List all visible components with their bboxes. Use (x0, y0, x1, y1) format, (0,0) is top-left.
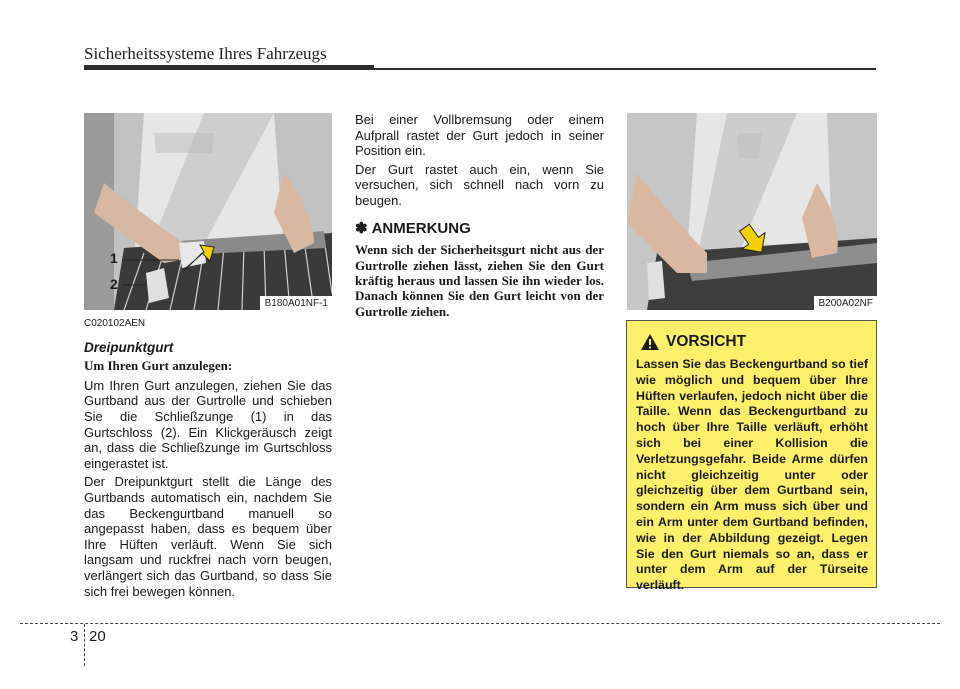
figure-belt-fastening (84, 113, 332, 310)
chapter-number: 3 (70, 628, 79, 645)
paragraph: Der Dreipunktgurt stellt die Länge des Gurtbands automatisch ein, nachdem Sie das Beckengurtband manuell so angepasst haben, dass es bequem über Ihre Hüften verläuft. Wenn Sie sich langsam und ruckfrei nach vorn beugen, verlängert sich das Gurtband, so dass Sie sich frei bewegen können. (84, 474, 332, 599)
caution-heading (640, 333, 868, 351)
belt-fastening-illustration (84, 113, 332, 310)
callout-2: 2 (110, 276, 118, 292)
figure-code-left: B180A01NF-1 (260, 296, 332, 310)
intro-line: Um Ihren Gurt anzulegen: (84, 358, 233, 374)
note-title: ANMERKUNG (371, 219, 471, 237)
belt-adjustment-illustration (627, 113, 877, 310)
section-subhead: Dreipunktgurt (84, 339, 174, 355)
left-text-column (84, 316, 332, 602)
caution-text: Lassen Sie das Beckengurtband so tief wie möglich und bequem über Ihre Hüften verlaufen, jedoch nicht über die Taille. Wenn das Beckengurtband zu hoch über Ihre Taille verläuft, erhöht sich bei einer Kollision die Verletzungsgefahr. Beide Arme dürfen nicht gleichzeitig unter oder gleichzeitig über dem Gurtband sein, sondern ein Arm muss sich über und ein Arm unter dem Gurtband befinden, wie in der Abbildung gezeigt. Legen Sie den Gurt niemals so an, dass er unter dem Arm auf der Türseite verläuft. (636, 357, 868, 593)
section-ref-code: C020102AEN (84, 318, 146, 329)
note-text: Wenn sich der Sicherheitsgurt nicht aus der Gurtrolle ziehen lässt, ziehen Sie den Gurt kräftig heraus und lassen Sie ihn wieder los. Danach können Sie den Gurt leicht von der Gurtrolle ziehen. (355, 242, 604, 319)
page-header-title: Sicherheitssysteme Ihres Fahrzeugs (84, 44, 327, 63)
note-heading (355, 221, 604, 237)
header-rule-thick (84, 65, 374, 70)
figure-code-right: B200A02NF (814, 296, 877, 310)
header-rule-thin (374, 68, 876, 70)
footer-divider (20, 623, 940, 624)
page-number: 20 (89, 628, 106, 645)
footer-vertical-divider (84, 624, 85, 666)
paragraph: Der Gurt rastet auch ein, wenn Sie versuchen, sich schnell nach vorn zu beugen. (355, 161, 604, 208)
asterisk-icon: ✽ (355, 219, 368, 237)
caution-box (626, 320, 877, 593)
figure-belt-adjustment (627, 113, 877, 310)
paragraph: Um Ihren Gurt anzulegen, ziehen Sie das Gurtband aus der Gurtrolle und schieben Sie die Schließzunge (1) in das Gurtschloss (2). Ein Klickgeräusch zeigt an, dass die Schließzunge im Gurtschloss eingerastet ist. (84, 377, 332, 471)
warning-triangle-icon (640, 333, 660, 351)
callout-1: 1 (110, 250, 118, 266)
paragraph: Bei einer Vollbremsung oder einem Aufprall rastet der Gurt jedoch in seiner Position ein. (355, 112, 604, 159)
caution-title: VORSICHT (666, 333, 747, 350)
middle-text-column (355, 112, 604, 319)
